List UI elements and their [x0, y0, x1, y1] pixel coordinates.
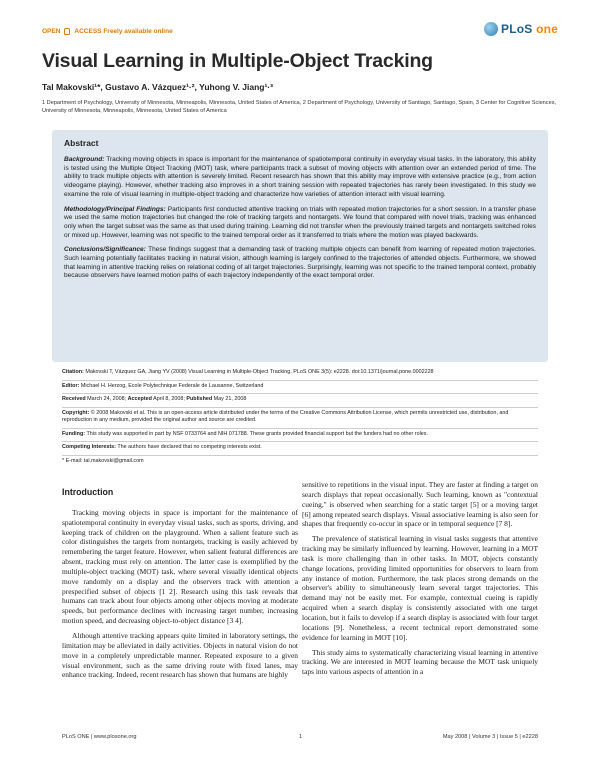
body-paragraph: Although attentive tracking appears quite limited in laboratory settings, the limitation may be alleviated in daily activities. Objects in natural vision do not move in a completely unpredictable manner. Repeated exposure to a given visual environment, such as the same driving route with fixed lanes, may enhance tracking. Indeed, recent research has shown that humans are highly — [62, 630, 298, 680]
conclusions-label: Conclusions/Significance: — [64, 246, 146, 254]
body-paragraph: This study aims to systematically characterizing visual learning in attentive tracking. We are interested in MOT learning because the MOT task uniquely taps into various aspects of attention in a — [302, 647, 538, 677]
accepted-date: April 8, 2008; — [151, 396, 187, 402]
copyright-row — [62, 408, 538, 429]
body-right-column — [302, 480, 538, 682]
citation-text: Makovski T, Vázquez GA, Jiang YV (2008) Visual Learning in Multiple-Object Tracking. PLoS ONE 3(5): e2228. doi:10.1371/journal.pone.0002228 — [83, 369, 434, 375]
open-access-right: ACCESS Freely available online — [74, 28, 173, 35]
journal-header — [42, 22, 558, 40]
open-lock-icon — [64, 28, 70, 35]
funding-label: Funding: — [62, 430, 86, 437]
competing-row — [62, 442, 538, 456]
competing-text: The authors have declared that no competing interests exist. — [115, 444, 262, 450]
copyright-label: Copyright: — [62, 409, 90, 416]
dates-row — [62, 394, 538, 408]
plos-logo-main: PLoS — [501, 22, 533, 36]
footer-journal: PLoS ONE | www.plosone.org — [62, 734, 137, 740]
plos-logo-accent: one — [536, 22, 558, 36]
competing-label: Competing Interests: — [62, 444, 116, 450]
background-label: Background: — [64, 156, 105, 163]
footer-issue: May 2008 | Volume 3 | Issue 5 | e2228 — [442, 734, 538, 740]
funding-row — [62, 429, 538, 443]
received-date: March 24, 2008; — [85, 396, 128, 402]
body-left-column — [62, 488, 298, 685]
plos-globe-icon — [484, 22, 498, 36]
background-text: Tracking moving objects in space is important for the maintenance of spatiotemporal continuity in everyday visual tasks. In the laboratory, this ability is tested using the Multiple Object Tracking (MOT) task, where participants track a subset of moving objects with attention over an extended period of time. The ability to track multiple objects with attention is severely limited. Recent research has shown that this ability may improve with extensive practice (e.g., from action videogame playing). However, whether tracking also improves in a short training session with repeated trajectories has rarely been investigated. In this study we examine the role of visual learning in multiple-object tracking and characterize how varieties of attention interact with visual learning. — [64, 156, 536, 198]
author-list: Tal Makovski¹*, Gustavo A. Vázquez¹·², Yuhong V. Jiang¹·³ — [42, 82, 273, 92]
funding-text: This study was supported in part by NSF 0733764 and NIH 071788. These grants provided financial support but the funders had no other roles. — [85, 430, 428, 437]
body-paragraph: The prevalence of statistical learning in visual tasks suggests that attentive tracking may be similarly influenced by learning. However, learning in a MOT task is more challenging than in other tasks. In MOT, objects constantly change locations, providing limited opportunities for observers to learn from any instance of motion. Furthermore, the task places strong demands on the observer's ability to simultaneously learn several target trajectories. This demand may not be easily met. For example, contextual cueing is rapidly acquired when a search display is consistently associated with one target location, but it fails to develop if a search display is associated with four target locations [9]. Nonetheless, a recent technical report demonstrated some evidence for learning in MOT [10]. — [302, 534, 538, 642]
citation-row — [62, 367, 538, 381]
copyright-text: © 2008 Makovski et al. This is an open-access article distributed under the terms of the Creative Commons Attribution License, which permits unrestricted use, distribution, and reproduction in any medium, provided the original author and source are credited. — [62, 409, 509, 423]
plos-one-logo — [484, 22, 558, 36]
methods-text: Participants first conducted attentive tracking on trials with repeated motion trajectories for a short session. In a transfer phase we used the same motion trajectories but changed the role of tracking targets and nontargets. We found that compared with novel trials, tracking was enhanced only when the target subset was the same as that used during training. Learning did not transfer when the previously trained targets and nontargets switched roles or mixed up. However, learning was not specific to the trained temporal order as it transferred to trials where the motion was played backwards. — [64, 205, 536, 239]
editor-text: Michael H. Herzog, Ecole Polytechnique Federale de Lausanne, Switzerland — [79, 382, 264, 389]
published-date: May 21, 2008 — [212, 396, 247, 402]
accepted-label: Accepted — [127, 396, 152, 402]
abstract-methods — [64, 206, 536, 241]
page-number: 1 — [299, 734, 303, 740]
open-access-left: OPEN — [42, 28, 61, 35]
article-metadata — [62, 367, 538, 468]
body-paragraph: Tracking moving objects in space is important for the maintenance of spatiotemporal continuity in everyday visual tasks, such as sports, driving, and keeping track of children on the playground. When a salient feature such as color distinguishes the targets from nontargets, tracking is easily achieved by remembering the target feature. However, when salient featural differences are absent, tracking must rely on attention. The latter case is exemplified by the multiple-object tracking (MOT) task, where several visually identical objects move randomly on a display and the observers track with attention a prespecified subset of objects [1 2]. Research using this task reveals that humans can track about four objects among other objects moving at moderate speeds, but performance declines with increasing target number, increasing motion speed, and decreasing object-to-object distance [3 4]. — [62, 507, 298, 626]
abstract-heading: Abstract — [64, 138, 99, 148]
methods-label: Methodology/Principal Findings: — [64, 205, 166, 213]
editor-label: Editor: — [62, 382, 80, 389]
introduction-heading: Introduction — [62, 487, 114, 497]
affiliations: 1 Department of Psychology, University of Minnesota, Minneapolis, Minnesota, United States of America, 2 Department of Psychology, University of Santiago, Santiago, Spain, 3 Center for Cognitive Sciences, University of Minnesota, Minneapolis, Minnesota, United States of America — [42, 100, 557, 114]
conclusions-text: These findings suggest that a demanding task of tracking multiple objects can benefit from learning of repeated motion trajectories. Such learning potentially facilitates tracking in natural vision, although learning is largely confined to the trajectories of attended objects. Furthermore, we showed that learning in attentive tracking relies on relational coding of all target trajectories. Surprisingly, learning was not specific to the trained temporal context, probably because observers have learned motion paths of each trajectory independently of the exact temporal order. — [64, 246, 536, 280]
email-row: * E-mail: tal.makovski@gmail.com — [62, 457, 144, 464]
open-access-badge — [42, 28, 173, 35]
article-title: Visual Learning in Multiple-Object Tracking — [42, 50, 433, 72]
citation-label: Citation: — [62, 369, 84, 375]
editor-row — [62, 381, 538, 395]
abstract-background — [64, 156, 536, 200]
abstract-box — [52, 130, 548, 362]
received-label: Received — [62, 396, 86, 402]
published-label: Published — [186, 396, 213, 402]
body-paragraph: sensitive to repetitions in the visual input. They are faster at finding a target on search displays that repeat occasionally. Such learning, known as "contextual cueing," is observed when searching for a static target [5] or a moving target [6] among repeated search displays. Visual associative learning is also seen for shapes that frequently co-occur in space or in temporal sequence [7 8]. — [302, 480, 538, 529]
abstract-conclusions — [64, 246, 536, 281]
